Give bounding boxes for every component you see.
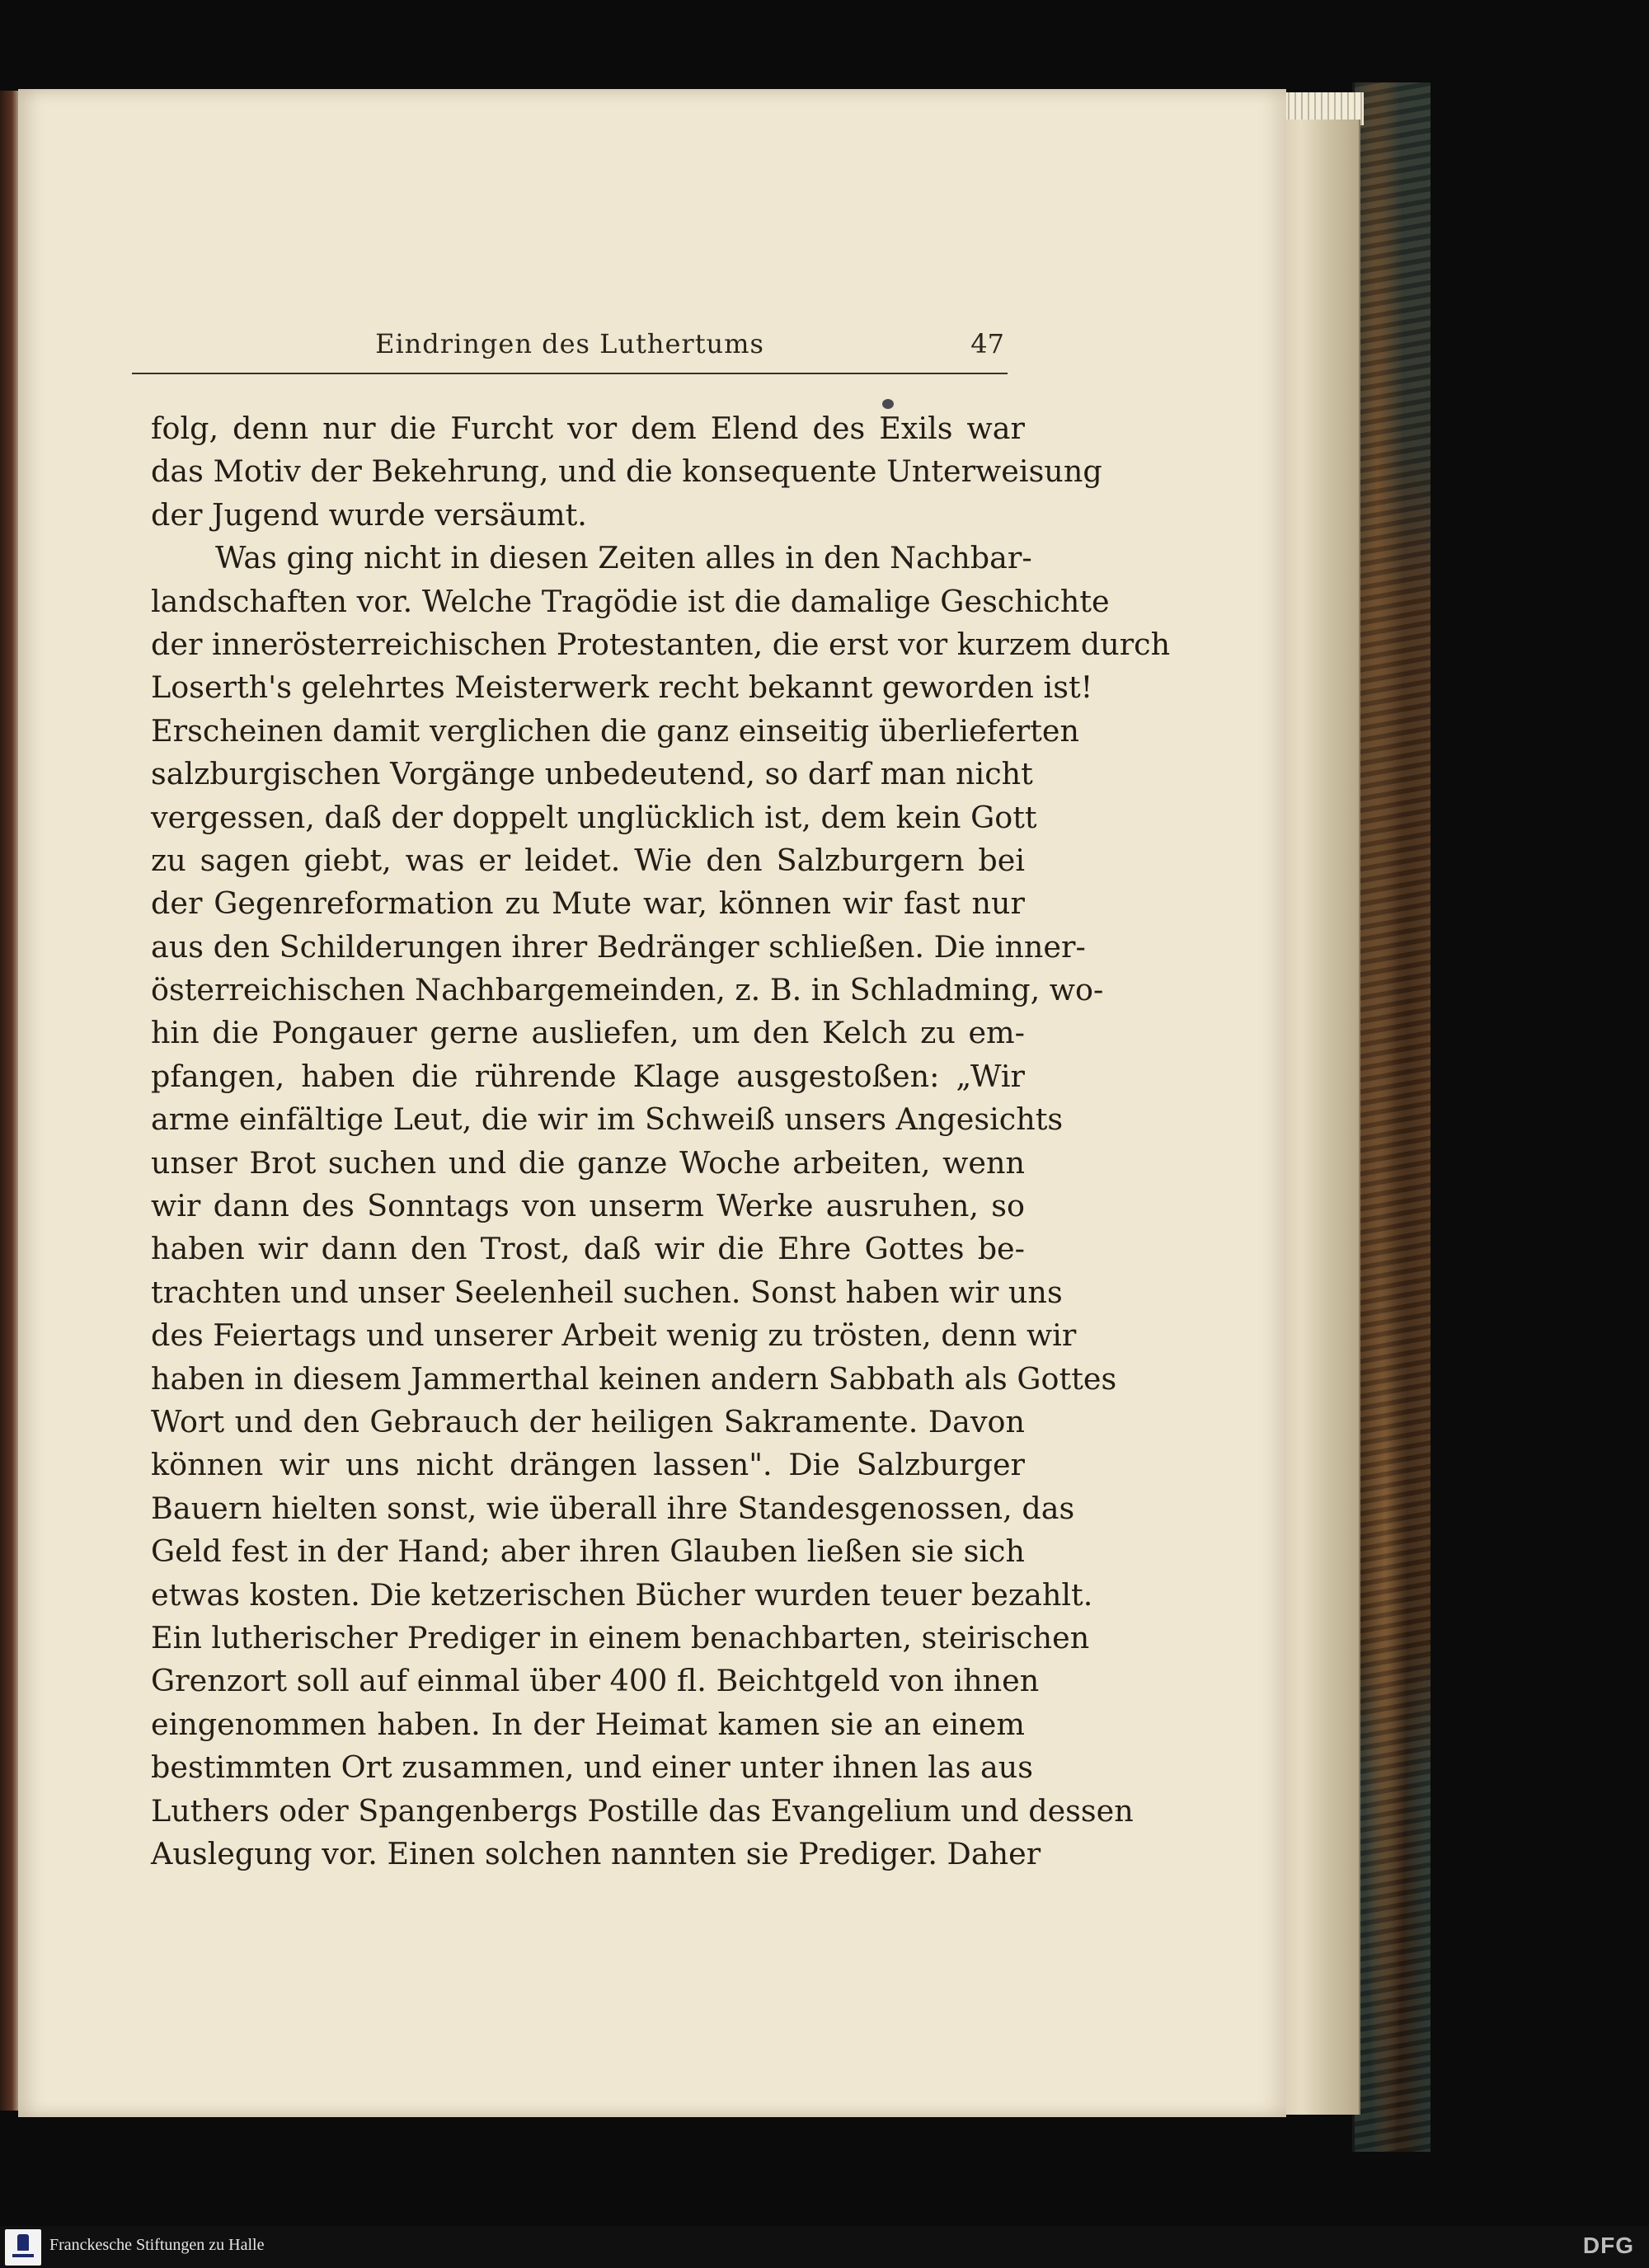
footer-bar <box>0 2226 1649 2268</box>
text-line: haben in diesem Jammerthal keinen andern Sabbath als Gottes <box>151 1360 1117 1397</box>
text-line: salzburgischen Vorgänge unbedeutend, so darf man nicht <box>151 756 1033 792</box>
text-line: österreichischen Nachbargemeinden, z. B. in Schladming, wo- <box>151 972 1104 1008</box>
text-line: Ein lutherischer Prediger in einem benachbarten, steirischen <box>151 1619 1090 1655</box>
text-line: Auslegung vor. Einen solchen nannten sie Prediger. Daher <box>151 1835 1041 1871</box>
text-line: das Motiv der Bekehrung, und die konsequente Unterweisung <box>151 453 1102 490</box>
text-line: landschaften vor. Welche Tragödie ist die damalige Geschichte <box>151 583 1110 619</box>
body-text <box>151 407 1171 1876</box>
page-stack-edge <box>1276 120 1360 2115</box>
text-line: der Jugend wurde versäumt. <box>151 496 587 533</box>
text-line: trachten und unser Seelenheil suchen. Sonst haben wir uns <box>151 1274 1063 1310</box>
text-line: können wir uns nicht drängen lassen". Die Salzburger <box>151 1447 1025 1483</box>
page-number: 47 <box>970 328 1004 359</box>
text-line: hin die Pongauer gerne ausliefen, um den Kelch zu em- <box>151 1015 1025 1051</box>
text-line: arme einfältige Leut, die wir im Schweiß unsers Angesichts <box>151 1101 1064 1138</box>
text-line: der Gegenreformation zu Mute war, können wir fast nur <box>151 885 1025 922</box>
footer-institution: Franckesche Stiftungen zu Halle <box>49 2236 265 2254</box>
institution-logo-icon <box>5 2229 41 2266</box>
text-line: folg, denn nur die Furcht vor dem Elend des Exils war <box>151 411 1025 446</box>
text-line: etwas kosten. Die ketzerischen Bücher wurden teuer bezahlt. <box>151 1576 1093 1613</box>
text-line: vergessen, daß der doppelt unglücklich ist, dem kein Gott <box>151 799 1037 835</box>
text-line: Luthers oder Spangenbergs Postille das Evangelium und dessen <box>151 1792 1134 1829</box>
text-line: Grenzort soll auf einmal über 400 fl. Beichtgeld von ihnen <box>151 1663 1040 1699</box>
text-line: bestimmten Ort zusammen, und einer unter ihnen las aus <box>151 1749 1033 1786</box>
text-line: Loserth's gelehrtes Meisterwerk recht bekannt geworden ist! <box>151 669 1093 706</box>
running-title: Eindringen des Luthertums <box>375 328 764 359</box>
text-line: des Feiertags und unserer Arbeit wenig zu trösten, denn wir <box>151 1317 1077 1354</box>
text-line: haben wir dann den Trost, daß wir die Ehre Gottes be- <box>151 1231 1025 1267</box>
text-line: Bauern hielten sonst, wie überall ihre Standesgenossen, das <box>151 1490 1075 1526</box>
text-line: wir dann des Sonntags von unserm Werke ausruhen, so <box>151 1188 1025 1224</box>
text-line: unser Brot suchen und die ganze Woche arbeiten, wenn <box>151 1144 1025 1181</box>
text-line: Wort und den Gebrauch der heiligen Sakramente. Davon <box>151 1403 1025 1439</box>
text-line: zu sagen giebt, was er leidet. Wie den Salzburgern bei <box>151 842 1025 878</box>
text-line: eingenommen haben. In der Heimat kamen sie an einem <box>151 1706 1025 1742</box>
text-line: Erscheinen damit verglichen die ganz einseitig überlieferten <box>151 712 1079 749</box>
text-line: der innerösterreichischen Protestanten, die erst vor kurzem durch <box>151 626 1171 662</box>
text-line: Geld fest in der Hand; aber ihren Glauben ließen sie sich <box>151 1533 1025 1570</box>
book-cover-marbled <box>1352 82 1431 2152</box>
text-line: Was ging nicht in diesen Zeiten alles in den Nachbar- <box>215 540 1032 576</box>
dfg-badge: DFG <box>1582 2233 1634 2258</box>
running-head <box>132 323 1008 374</box>
text-line: aus den Schilderungen ihrer Bedränger schließen. Die inner- <box>151 928 1086 965</box>
text-line: pfangen, haben die rührende Klage ausgestoßen: „Wir <box>151 1058 1025 1094</box>
